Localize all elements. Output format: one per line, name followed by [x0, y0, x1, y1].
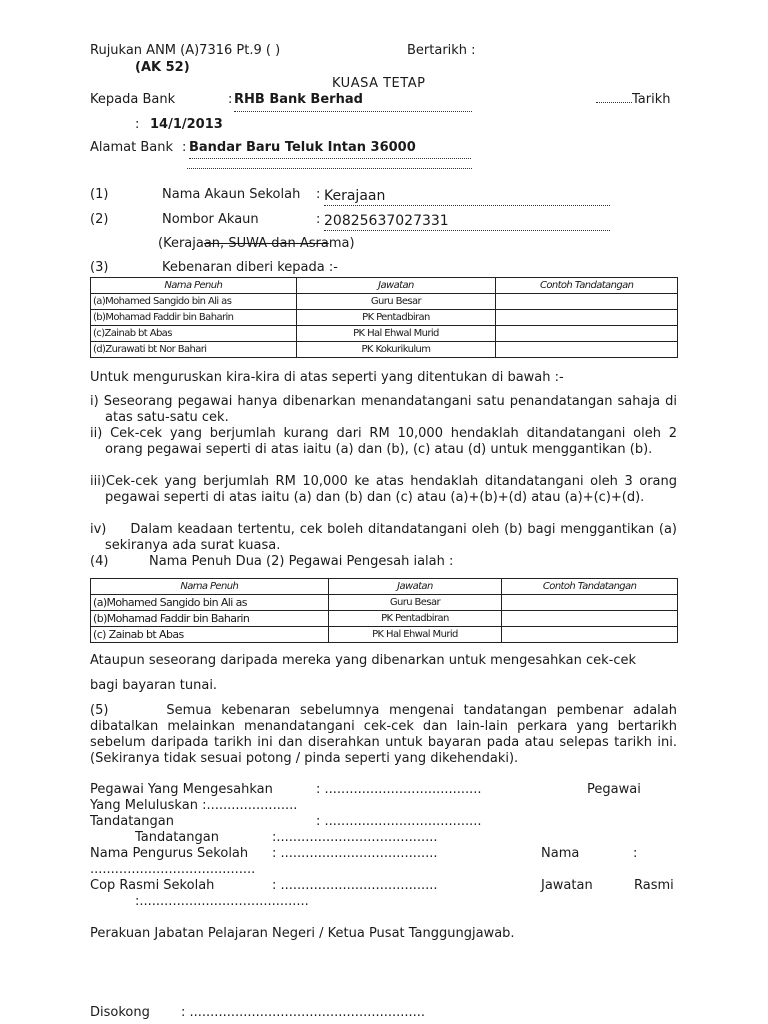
pegawai-mengesahkan-label: Pegawai Yang Mengesahkan [90, 782, 273, 797]
col-contoh-tandatangan: Contoh Tandatangan [496, 278, 678, 294]
account-type-b: ma) [328, 236, 355, 251]
kepada-bank-label: Kepada Bank [90, 92, 176, 107]
nama-colon: : [633, 846, 638, 861]
date-colon: : [135, 117, 140, 132]
account-number-colon: : [316, 212, 321, 227]
signature-cell[interactable] [496, 310, 678, 326]
jawatan-label: Jawatan [541, 878, 593, 893]
item2-number: (2) [90, 212, 109, 227]
nama-pengurus-label: Nama Pengurus Sekolah [90, 846, 249, 861]
section5-number: (5) [90, 703, 109, 718]
item1-number: (1) [90, 187, 109, 202]
verifier-position: PK Hal Ehwal Murid [328, 627, 502, 643]
rule-item-ii [90, 426, 677, 458]
verifier-position: PK Pentadbiran [328, 611, 502, 627]
sep-colon: : [316, 814, 321, 829]
account-number-label: Nombor Akaun [162, 212, 259, 227]
signer-name: (b)Mohamad Faddir bin Baharin [91, 310, 297, 326]
verifier-name: (c) Zainab bt Abas [91, 627, 329, 643]
account-type-a: (Keraja [158, 236, 204, 251]
section4-label: Nama Penuh Dua (2) Pegawai Pengesah ialah : [149, 554, 454, 569]
ataupun-line-1: Ataupun seseorang daripada mereka yang dibenarkan untuk mengesahkan cek-cek [90, 653, 636, 668]
signer-name: (d)Zurawati bt Nor Bahari [91, 342, 297, 358]
address-line-2 [187, 168, 472, 169]
cop-rasmi-field[interactable]: : ...................................... [272, 878, 438, 893]
tarikh-text: Tarikh [632, 92, 671, 107]
bertarikh-label: Bertarikh : [407, 43, 476, 58]
alamat-bank-label: Alamat Bank [90, 140, 173, 155]
signature-cell[interactable] [496, 294, 678, 310]
sep-colon: : [316, 782, 321, 797]
col-jawatan: Jawatan [328, 579, 502, 595]
dots: ...................................... [324, 814, 482, 829]
form-code: (AK 52) [135, 60, 190, 75]
bank-address-field: Bandar Baru Teluk Intan 36000 [189, 141, 471, 159]
verifier-position: Guru Besar [328, 595, 502, 611]
authorized-signers-table [90, 277, 678, 358]
nama-field[interactable]: ........................................ [90, 862, 256, 877]
account-name-field: Kerajaan [324, 188, 610, 206]
tandatangan2-label: Tandatangan [135, 830, 219, 845]
table-row [91, 627, 678, 643]
table-row [91, 595, 678, 611]
signature-cell[interactable] [496, 342, 678, 358]
rule-text: Seseorang pegawai hanya dibenarkan menandatangani satu penandatangan sahaja di atas satu-satu cek. [103, 394, 677, 425]
tandatangan-field[interactable] [316, 815, 482, 830]
tandatangan2-field[interactable]: :....................................... [272, 830, 438, 845]
table-row [91, 294, 678, 310]
bank-name-field: RHB Bank Berhad [234, 93, 472, 112]
rule-item-iii [90, 474, 677, 506]
signature-cell[interactable] [502, 595, 678, 611]
section5-text: Semua kebenaran sebelumnya mengenai tandatangan pembenar adalah dibatalkan melainkan menandatangani cek-cek dan lain-lain perkara yang bertarikh sebelum daripada tarikh ini dan diserahkan untuk bayaran pada atau selepas tarikh ini. (Sekiranya tidak sesuai potong / pinda seperti yang dikehendaki). [90, 703, 677, 766]
table-header-row [91, 278, 678, 294]
reference-number: Rujukan ANM (A)7316 Pt.9 ( ) [90, 43, 281, 58]
verifier-name: (b)Mohamad Faddir bin Baharin [91, 611, 329, 627]
signer-position: PK Kokurikulum [296, 342, 496, 358]
disokong-label: Disokong [90, 1005, 150, 1020]
rule-number: i) [90, 394, 99, 409]
ataupun-line-2: bagi bayaran tunai. [90, 678, 218, 693]
col-contoh-tandatangan: Contoh Tandatangan [502, 579, 678, 595]
tandatangan-label: Tandatangan [90, 814, 174, 829]
rule-number: ii) [90, 426, 103, 441]
rule-item-iv [90, 522, 677, 554]
meluluskan-line[interactable]: Yang Meluluskan :...................... [90, 798, 298, 813]
account-name-colon: : [316, 187, 321, 202]
table-row [91, 310, 678, 326]
rule-number: iii) [90, 474, 106, 489]
account-type-note [158, 237, 355, 252]
account-name-label: Nama Akaun Sekolah [162, 187, 301, 202]
rule-text: Dalam keadaan tertentu, cek boleh ditandatangani oleh (b) bagi menggantikan (a) sekiranya ada surat kuasa. [105, 522, 677, 553]
section3-number: (3) [90, 260, 109, 275]
rasmi-label: Rasmi [634, 878, 674, 893]
date-value: 14/1/2013 [150, 117, 223, 132]
rule-number: iv) [90, 522, 107, 537]
account-type-struck: an, SUWA dan Asra [203, 236, 329, 251]
jawatan-rasmi-field[interactable]: :......................................... [135, 894, 309, 909]
signature-cell[interactable] [502, 611, 678, 627]
section4-number: (4) [90, 554, 109, 569]
section5-paragraph [90, 703, 677, 766]
pegawai-mengesahkan-field[interactable] [316, 783, 482, 798]
signer-position: PK Hal Ehwal Murid [296, 326, 496, 342]
col-jawatan: Jawatan [296, 278, 496, 294]
col-nama-penuh: Nama Penuh [91, 579, 329, 595]
cop-rasmi-label: Cop Rasmi Sekolah [90, 878, 215, 893]
signature-cell[interactable] [496, 326, 678, 342]
verifiers-table [90, 578, 678, 643]
nama-pengurus-field[interactable]: : ...................................... [272, 846, 438, 861]
perakuan-line: Perakuan Jabatan Pelajaran Negeri / Ketua Pusat Tanggungjawab. [90, 926, 515, 941]
rule-text: Cek-cek yang berjumlah kurang dari RM 10,000 hendaklah ditandatangani oleh 2 orang pegawai seperti di atas iaitu (a) dan (b), (c) atau (d) untuk menggantikan (b). [105, 426, 677, 457]
rule-text: Cek-cek yang berjumlah RM 10,000 ke atas hendaklah ditandatangani oleh 3 orang pegawai seperti di atas iaitu (a) dan (b) dan (c) atau (a)+(b)+(d) atau (a)+(c)+(d). [105, 474, 677, 505]
table-row [91, 611, 678, 627]
disokong-field[interactable]: : ......................................................... [181, 1005, 426, 1020]
dots: ...................................... [324, 782, 482, 797]
signer-name: (a)Mohamed Sangido bin Ali as [91, 294, 297, 310]
alamat-colon: : [182, 140, 187, 155]
account-number-field: 20825637027331 [324, 213, 610, 231]
table-header-row [91, 579, 678, 595]
table-row [91, 326, 678, 342]
tarikh-label [596, 93, 670, 108]
pegawai-word: Pegawai [587, 782, 641, 797]
col-nama-penuh: Nama Penuh [91, 278, 297, 294]
nama-label: Nama [541, 846, 580, 861]
rule-item-i [90, 394, 677, 426]
signature-cell[interactable] [502, 627, 678, 643]
signer-position: PK Pentadbiran [296, 310, 496, 326]
document-title: KUASA TETAP [332, 76, 426, 91]
table-row [91, 342, 678, 358]
section3-label: Kebenaran diberi kepada :- [162, 260, 338, 275]
signer-name: (c)Zainab bt Abas [91, 326, 297, 342]
rules-intro: Untuk menguruskan kira-kira di atas seperti yang ditentukan di bawah :- [90, 370, 564, 385]
kepada-bank-colon: : [228, 92, 233, 107]
signer-position: Guru Besar [296, 294, 496, 310]
verifier-name: (a)Mohamed Sangido bin Ali as [91, 595, 329, 611]
